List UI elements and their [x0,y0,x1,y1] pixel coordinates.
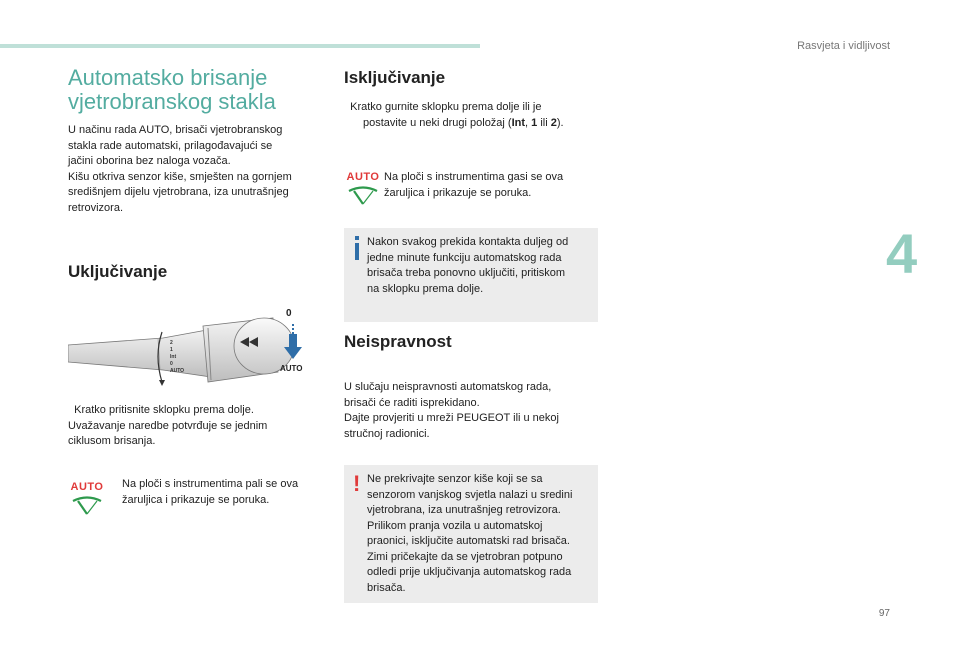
info-box [344,228,598,322]
section-title: Rasvjeta i vidljivost [797,40,890,52]
warning-line: Prilikom pranja vozila u automatskoj [367,519,543,532]
wiper-icon [346,186,380,206]
info-line: brisača treba ponovno uključiti, pritiskom [367,267,566,279]
intro-line: stakla rade automatski, prilagođavajući se [68,139,273,152]
wiper-icon [70,496,104,516]
intro-line: U načinu rada AUTO, brisači vjetrobranskog [68,124,283,136]
off-step-line [344,100,604,116]
heading-fault: Neispravnost [344,332,452,351]
fault-line: stručnoj radionici. [344,427,430,440]
heading-off: Isključivanje [344,68,446,87]
warning-line: senzorom vanjskog svjetla nalazi u sredini [367,488,573,501]
on-step-line: Uvažavanje naredbe potvrđuje se jednim [68,419,268,432]
info-line: na sklopku prema dolje. [367,282,484,295]
lever-label: Int [170,354,177,360]
intro-line: središnjem dijelu vjetrobrana, iza unutrašnjeg [68,186,289,198]
lever-zero-label: 0 [286,308,292,319]
fault-paragraph [344,380,604,442]
info-icon [353,236,361,260]
on-note [122,477,332,508]
off-note-line: žaruljica i prikazuje se poruka. [384,186,532,199]
warning-line: vjetrobrana, iza unutrašnjeg retrovizora. [367,504,561,516]
warning-text [367,472,593,596]
off-note [384,170,594,201]
on-note-line: žaruljica i prikazuje se poruka. [122,493,270,506]
warning-line: brisača. [367,581,406,594]
wiper-lever-drawing [68,300,318,392]
lever-auto-label: AUTO [280,364,303,373]
off-step-text: ). [556,116,564,129]
arrow-down-icon [283,322,303,362]
auto-icon-label: AUTO [346,171,380,183]
on-step-line: ciklusom brisanja. [68,435,156,447]
off-step-sep: ili [537,116,551,129]
off-step-sep: , [525,116,532,129]
fault-line: U slučaju neispravnosti automatskog rada, [344,381,552,393]
warning-line: odledi prije uključivanja automatskog rada [367,566,572,578]
warning-box [344,465,598,603]
fault-line: brisači će raditi isprekidano. [344,396,480,409]
heading-on: Uključivanje [68,262,168,281]
intro-line: jačini oborina bez naloga vozača. [68,155,231,167]
info-text [367,235,593,297]
intro-paragraph [68,123,328,216]
push-down-arrow [283,322,303,362]
info-line: Nakon svakog prekida kontakta duljeg od [367,236,569,248]
wiper-lever-illustration [68,300,318,392]
on-note-line: Na ploči s instrumentima pali se ova [122,478,299,490]
top-accent-bar [0,44,480,48]
warning-line: Ne prekrivajte senzor kiše koji se sa [367,473,543,485]
page-title-line: vjetrobranskog stakla [68,89,276,114]
info-line: jedne minute funkciju automatskog rada [367,251,562,264]
auto-wiper-warning-icon [340,171,386,206]
on-step-text: Kratko pritisnite sklopku prema dolje. [74,404,254,416]
on-step [68,403,328,450]
lever-position-labels [170,340,184,375]
auto-wiper-warning-icon [64,481,110,516]
position-2: 2 [550,116,557,129]
fault-line: Dajte provjeriti u mreži PEUGEOT ili u nekoj [344,412,559,424]
off-step-text: Kratko gurnite sklopku prema dolje ili je [350,101,542,113]
on-step-line [68,403,328,419]
page-number: 97 [878,608,890,619]
chapter-number: 4 [886,222,918,285]
position-int: Int [511,116,526,129]
lever-label: 1 [170,347,173,353]
off-step [344,100,604,131]
intro-line: retrovizora. [68,201,124,214]
auto-icon-label: AUTO [70,481,104,493]
off-step-line [344,116,604,132]
lever-label: 0 [170,361,173,367]
warning-line: praonici, isključite automatski rad brisača. [367,535,570,547]
warning-icon: ! [353,471,361,496]
lever-label: 2 [170,340,173,346]
lever-label: AUTO [170,368,185,374]
position-1: 1 [531,116,538,129]
intro-line: Kišu otkriva senzor kiše, smješten na gornjem [68,170,292,183]
warning-line: Zimi pričekajte da se vjetrobran potpuno [367,550,563,563]
off-step-text: postavite u neki drugi položaj ( [363,116,512,129]
page-title [68,66,328,114]
off-note-line: Na ploči s instrumentima gasi se ova [384,171,564,183]
page-title-line: Automatsko brisanje [68,65,268,90]
